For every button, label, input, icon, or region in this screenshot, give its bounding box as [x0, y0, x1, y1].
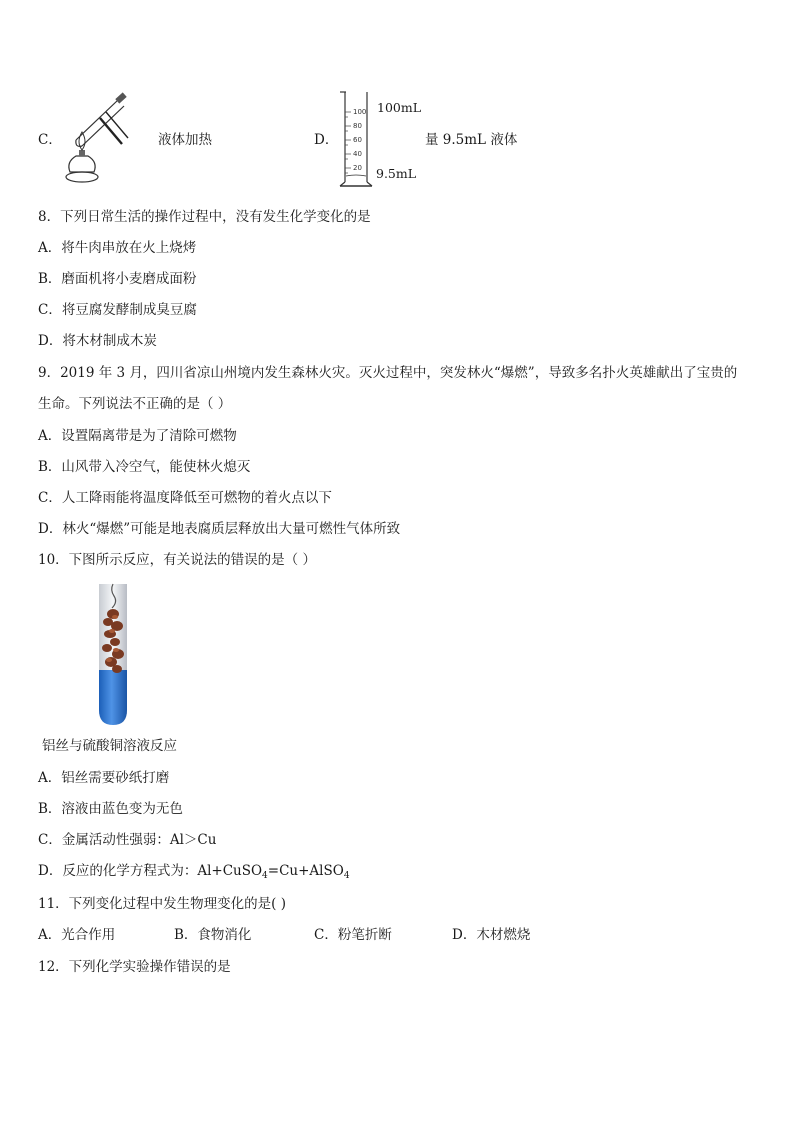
q8-option-a: A．将牛肉串放在火上烧烤: [38, 240, 197, 256]
q9-option-b: B．山风带入冷空气，能使林火熄灭: [38, 459, 251, 475]
q7-option-d-caption: 量 9.5mL 液体: [425, 132, 518, 148]
cylinder-top-label: 100mL: [377, 100, 422, 115]
q11-option-d: D．木材燃烧: [452, 927, 531, 943]
q10-figure-caption: 铝丝与硫酸铜溶液反应: [42, 738, 177, 754]
q11-stem: 11．下列变化过程中发生物理变化的是( ): [38, 896, 287, 912]
q9-stem-line1: 9．2019 年 3 月，四川省凉山州境内发生森林火灾。灭火过程中，突发林火“爆燃”，导致多名扑火英雄献出了宝贵的: [38, 365, 738, 381]
q7-option-d-label: D．: [314, 132, 339, 148]
q10-option-b: B．溶液由蓝色变为无色: [38, 801, 183, 817]
cylinder-tick-40: 40: [353, 150, 362, 158]
q11-option-a: A．光合作用: [38, 927, 116, 943]
q8-option-d: D．将木材制成木炭: [38, 333, 157, 349]
q9-option-d: D．林火“爆燃”可能是地表腐质层释放出大量可燃性气体所致: [38, 521, 401, 537]
q10-option-d-mid: =Cu+AlSO: [267, 863, 344, 879]
q9-stem-line2: 生命。下列说法不正确的是（ ）: [38, 396, 232, 412]
aluminum-wire-copper-sulfate-figure: [96, 584, 130, 726]
q9-option-a: A．设置隔离带是为了清除可燃物: [38, 428, 237, 444]
q11-option-b: B．食物消化: [174, 927, 252, 943]
q10-option-d-sub2: 4: [343, 871, 350, 881]
heating-test-tube-figure: [62, 92, 132, 190]
q8-stem: 8．下列日常生活的操作过程中，没有发生化学变化的是: [38, 209, 371, 225]
graduated-cylinder-figure: [338, 90, 374, 190]
q7-option-c-caption: 液体加热: [158, 132, 212, 148]
q11-option-c: C．粉笔折断: [314, 927, 392, 943]
q9-option-c: C．人工降雨能将温度降低至可燃物的着火点以下: [38, 490, 332, 506]
cylinder-tick-60: 60: [353, 136, 362, 144]
cylinder-tick-20: 20: [353, 164, 362, 172]
q8-option-c: C．将豆腐发酵制成臭豆腐: [38, 302, 197, 318]
q10-option-a: A．铝丝需要砂纸打磨: [38, 770, 170, 786]
cylinder-tick-80: 80: [353, 122, 362, 130]
q10-option-d: [38, 861, 350, 881]
cylinder-bottom-label: 9.5mL: [376, 166, 417, 181]
q10-option-d-prefix: D．反应的化学方程式为：Al+CuSO: [38, 863, 263, 879]
q10-option-d-sub1: 4: [262, 871, 268, 881]
q10-option-c: C．金属活动性强弱：Al＞Cu: [38, 832, 217, 848]
q12-stem: 12．下列化学实验操作错误的是: [38, 959, 231, 975]
q8-option-b: B．磨面机将小麦磨成面粉: [38, 271, 197, 287]
cylinder-tick-100: 100: [353, 108, 367, 116]
q7-option-c-label: C．: [38, 132, 62, 148]
q10-stem: 10．下图所示反应，有关说法的错误的是（ ）: [38, 552, 316, 568]
